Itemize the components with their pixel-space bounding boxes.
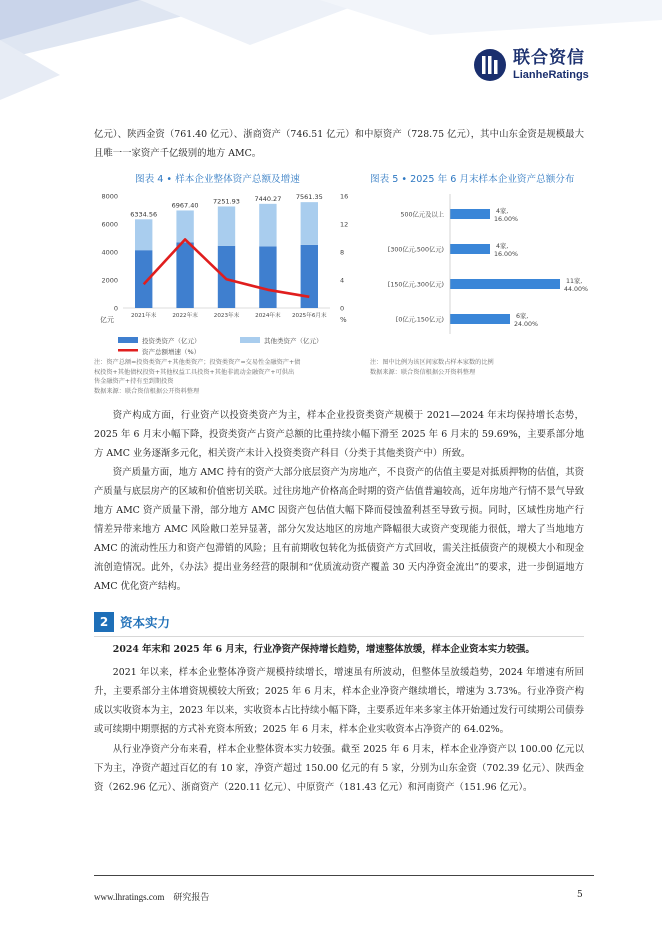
- legend-other-label: 其他类资产（亿元）: [264, 337, 323, 345]
- bar-total-label: 7561.35: [295, 193, 323, 202]
- figure5-title: 图表 5 • 2025 年 6 月末样本企业资产总额分布: [370, 174, 575, 185]
- figure4-chart: [90, 188, 358, 360]
- x-tick-label: 2024年末: [255, 313, 281, 319]
- bar-other: [176, 210, 193, 242]
- legend-other-swatch: [240, 337, 260, 343]
- distribution-bar: [450, 209, 490, 219]
- y-left-tick-label: 0: [113, 304, 118, 313]
- y-right-tick-label: 4: [340, 276, 345, 285]
- x-tick-label: 2025年6月末: [292, 313, 327, 319]
- bar-other: [218, 206, 235, 245]
- section-title: 资本实力: [120, 615, 171, 630]
- section-lead: 2024 年末和 2025 年 6 月末，行业净资产保持增长趋势，增速整体放缓，样本企业资本实力较强。: [112, 644, 535, 655]
- section-paragraph: 从行业净资产分布来看，样本企业整体资本实力较强。截至 2025 年 6 月末，样本企业净资产以 100.00 亿元以下为主，净资产超过百亿的有 10 家，净资产超过 150.00 亿元的有 5 家，分别为山东金资（702.39 亿元）、陕西金资（262.96 亿元）、浙商资产（220.11 亿元）、中原资产（181.43 亿元）和河南资产（151.96 亿元）。: [94, 744, 584, 793]
- footer-site-link[interactable]: www.lhratings.com: [94, 892, 165, 902]
- x-tick-label: 2023年末: [213, 313, 240, 319]
- y-left-tick-label: 2000: [101, 276, 118, 285]
- logo-chinese-name: 联合资信: [513, 47, 585, 68]
- figure4-note-line: 权投资+其他债权投资+其他权益工具投资+其他非流动金融资产+可供出: [94, 368, 295, 376]
- bar-total-label: 6334.56: [130, 210, 158, 219]
- bar-count-label: 4家,: [496, 243, 509, 250]
- bar-invest: [259, 246, 276, 308]
- y-left-tick-label: 4000: [101, 248, 118, 257]
- y-right-tick-label: 8: [340, 248, 345, 257]
- legend-growth-swatch: [118, 349, 138, 352]
- distribution-bar: [450, 314, 510, 324]
- figure5-note-line: 注：图中比例为该区间家数占样本家数的比例: [370, 359, 494, 366]
- figure4-note-line: 注：资产总额=投资类资产+其他类资产；投资类资产=交易性金融资产+债: [94, 359, 301, 366]
- body-paragraph: 资产质量方面，地方 AMC 持有的资产大部分底层资产为房地产，不良资产的估值主要是对抵质押物的估值，其资产质量与底层房产的区域和价值密切关联。过往房地产价格高企时期的资产估值普遍较高，近年房地产行情不景气导致地方 AMC 资产质量下滑，部分地方 AMC 因资产包估值大幅下降而侵蚀盈利甚至导致亏损。同时，区域性房地产行情差异带来地方 AMC 风险敞口差异显著，部分欠发达地区的房地产降幅很大或资产变现能力很低，增大了当地地方 AMC 的流动性压力和资产包滞销的风险；且有前期收包转化为抵债资产方式回收，需关注抵债资产的规模大小和现金流创造情况。此外，《办法》提出业务经营的限制和“优质流动资产覆盖 30 天内净资金流出”的要求，进一步倒逼地方 AMC 优化资产结构。: [94, 467, 584, 592]
- body-paragraph: 资产构成方面，行业资产以投资类资产为主，样本企业投资类资产规模于 2021—2024 年末均保持增长态势，2025 年 6 月末小幅下降，投资类资产占资产总额的比重持续小幅下滑至 2025 年 6 月末的 59.69%，主要系部分地方 AMC 业务逐渐多元化，相关资产未计入投资类资产科目（分类于其他类资产中）所致。: [94, 410, 584, 459]
- bar-percent-label: 16.00%: [494, 251, 519, 258]
- figure5-chart: [368, 192, 598, 342]
- figure4-source: 数据来源：联合资信根据公开资料整理: [94, 387, 200, 395]
- figure4-note: [94, 358, 300, 396]
- figure4-note-line: 售金融资产+持有至到期投资: [94, 378, 174, 385]
- y-right-tick-label: 0: [340, 304, 345, 313]
- category-label: [150亿元,300亿元): [387, 281, 444, 289]
- distribution-bar: [450, 279, 560, 289]
- footer-left: [94, 890, 209, 903]
- y-right-unit: %: [340, 316, 347, 324]
- logo-english-name: LianheRatings: [513, 68, 589, 81]
- footer-doc-type: 研究报告: [173, 892, 210, 902]
- bar-invest: [176, 242, 193, 308]
- bar-count-label: 4家,: [496, 208, 509, 215]
- section-divider: [94, 636, 584, 637]
- bar-total-label: 7440.27: [254, 194, 282, 203]
- section-number: 2: [94, 612, 114, 632]
- bar-invest: [218, 246, 235, 308]
- category-label: [0亿元,150亿元): [395, 316, 444, 324]
- bar-count-label: 6家,: [516, 313, 529, 320]
- y-left-tick-label: 8000: [101, 192, 118, 201]
- y-left-unit: 亿元: [100, 316, 114, 324]
- bar-percent-label: 16.00%: [494, 216, 519, 223]
- y-right-tick-label: 12: [340, 220, 349, 229]
- bar-other: [301, 202, 318, 245]
- distribution-bar: [450, 244, 490, 254]
- y-left-tick-label: 6000: [101, 220, 118, 229]
- footer-divider: [94, 875, 594, 876]
- bar-percent-label: 24.00%: [514, 321, 539, 328]
- bar-other: [135, 219, 152, 250]
- y-right-tick-label: 16: [340, 192, 349, 201]
- bar-other: [259, 204, 276, 247]
- intro-paragraph: 亿元）、陕西金资（761.40 亿元）、浙商资产（746.51 亿元）和中原资产（728.75 亿元），其中山东金资是规模最大且唯一一家资产千亿级别的地方 AMC。: [94, 129, 584, 159]
- figure4-title: 图表 4 • 样本企业整体资产总额及增速: [135, 174, 300, 185]
- legend-invest-swatch: [118, 337, 138, 343]
- section-paragraph: 2021 年以来，样本企业整体净资产规模持续增长，增速虽有所波动，但整体呈放缓趋势，2024 年增速有所回升，主要系部分主体增资规模较大所致；2025 年 6 月末，样本企业净资产继续增长，增速为 3.73%。行业净资产构成以实收资本为主，2023 年以来，实收资本占比持续小幅下降，主要系近年来多家主体开始通过发行可续期公司债券或可续期中期票据的方式补充资本所致；2025 年 6 月末，样本企业实收资本占净资产的 64.02%。: [94, 667, 584, 735]
- company-logo: [473, 48, 589, 82]
- legend-invest-label: 投资类资产（亿元）: [142, 337, 201, 345]
- category-label: [300亿元,500亿元): [387, 246, 444, 254]
- legend-growth-label: 资产总额增速（%）: [142, 348, 201, 356]
- figure5-note: [370, 358, 494, 377]
- bar-percent-label: 44.00%: [564, 286, 589, 293]
- bar-invest: [301, 245, 318, 308]
- category-label: 500亿元及以上: [400, 211, 444, 219]
- x-tick-label: 2021年末: [130, 313, 157, 319]
- x-tick-label: 2022年末: [172, 313, 198, 319]
- bar-count-label: 11家,: [566, 278, 583, 285]
- section-header: [94, 611, 584, 633]
- lianhe-logo-icon: [473, 48, 507, 82]
- bar-total-label: 6967.40: [171, 201, 199, 210]
- page-number: 5: [577, 890, 583, 900]
- figure5-source: 数据来源：联合资信根据公开资料整理: [370, 368, 476, 376]
- bar-total-label: 7251.93: [213, 197, 240, 206]
